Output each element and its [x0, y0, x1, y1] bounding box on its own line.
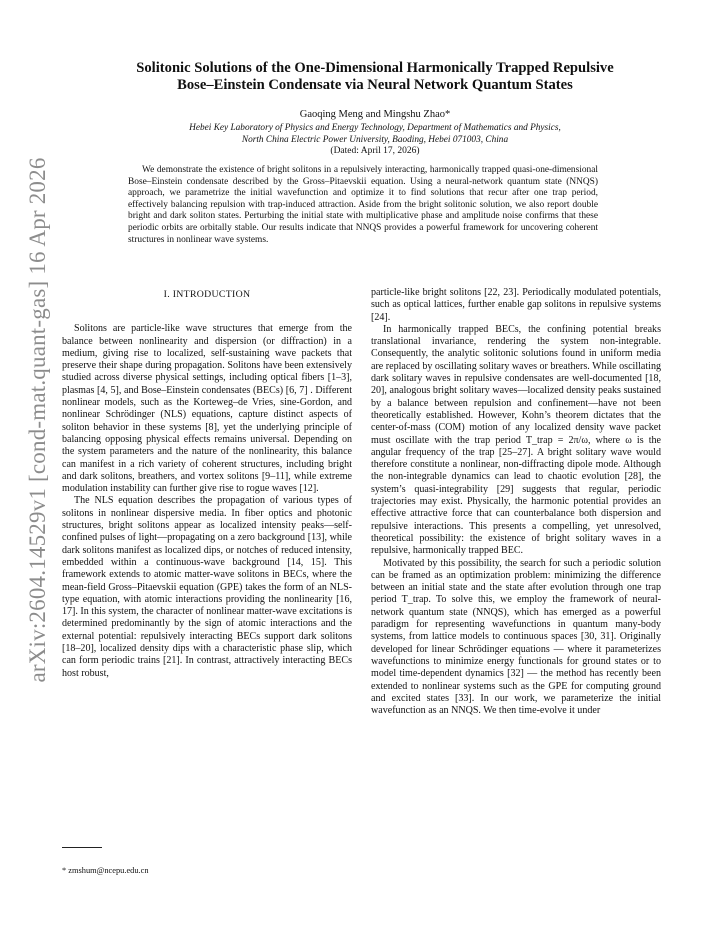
intro-paragraph-1: Solitons are particle-like wave structures that emerge from the balance between nonlinearity and dispersion (or diffraction) in a medium, giving rise to localized, self-sustaining wave packets that preserve their shape during propagation. Solitons have been extensively studied across diverse physical settings, including optical fibers [1–3], plasmas [4, 5], and Bose–Einstein condensates (BECs) [6, 7] . Different nonlinear models, such as the Korteweg–de Vries, sine-Gordon, and nonlinear Schrödinger (NLS) equations, capture distinct aspects of soliton behavior in these systems [8], yet the underlying principle of balancing opposing physical effects remains universal. Depending on the system parameters and the nature of the nonlinearity, this balance can manifest in a rich variety of coherent structures, including bright and dark solitons, breathers, and vortex solitons [9–11], while extreme modulation instability can further give rise to rogue waves [12]. — [62, 323, 352, 495]
footnote-rule — [62, 847, 102, 848]
left-column — [62, 287, 352, 680]
dated-line: (Dated: April 17, 2026) — [330, 146, 420, 156]
intro-paragraph-4: Motivated by this possibility, the search for such a periodic solution can be framed as an optimization problem: minimizing the difference between an initial state and the state after evolution through one trap period T_trap. To solve this, we employ the framework of neural-network quantum state (NNQS), which has emerged as a powerful paradigm for representing wavefunctions in quantum many-body systems, from lattice models to continuous spaces [30, 31]. Originally developed for linear Schrödinger equations — where it parameterizes wavefunctions to minimize energy functionals for ground states or to model time-dependent dynamics [32] — the method has recently been extended to nonlinear systems such as the GPE for computing ground and excited states [33]. In our work, we parameterize the initial wavefunction as an NNQS. We then time-evolve it under — [371, 557, 661, 717]
section-heading-introduction: I. INTRODUCTION — [163, 289, 251, 300]
affiliation — [110, 123, 640, 146]
intro-paragraph-continued: particle-like bright solitons [22, 23]. Periodically modulated potentials, such as optical lattices, further enable gap solitons in repulsive systems [24]. — [371, 287, 661, 323]
abstract: We demonstrate the existence of bright solitons in a repulsively interacting, harmonically trapped quasi-one-dimensional Bose–Einstein condensate described by the Gross–Pitaevskii equation. Using a neural-network quantum state (NNQS) approach, we parametrize the initial wavefunction and optimize it to find solutions that recur after one trap period, effectively balancing repulsion with trap-induced attraction. Aside from the bright solitonic solution, we also report double bright and dark soliton states. Perturbing the initial state with multiplicative phase and amplitude noise confirms that these periodic orbits are orbitally stable. Our results indicate that NNQS provides a powerful framework for uncovering coherent structures in nonlinear wave systems. — [128, 165, 598, 245]
intro-paragraph-2: The NLS equation describes the propagation of various types of solitons in nonlinear dispersive media. In fiber optics and photonic structures, bright solitons appear as localized intensity peaks—self-confined pulses of light—propagating on a zero background [13], while dark solitons manifest as localized dips, or notches of reduced intensity, embedded within a continuous-wave background [14, 15]. This framework extends to atomic matter-wave solitons in BECs, where the mean-field Gross–Pitaevskii equation (GPE) takes the form of an NLS-type equation, with atomic interactions providing the nonlinearity [16, 17]. In this system, the character of nonlinear matter-wave excitations is determined predominantly by the sign of atomic interactions and the external potential: repulsively interacting BECs support dark solitons [18–20], localized density dips with a characteristic phase slip, which can form periodic trains [21]. In contrast, attractively interacting BECs host robust, — [62, 495, 352, 679]
title-line-1: Solitonic Solutions of the One-Dimensional Harmonically Trapped Repulsive — [136, 60, 614, 76]
authors: Gaoqing Meng and Mingshu Zhao* — [299, 109, 451, 120]
affiliation-line-2: North China Electric Power University, Baoding, Hebei 071003, China — [241, 134, 509, 145]
paper-title — [110, 60, 640, 94]
arxiv-identifier: arXiv:2604.14529v1 [cond-mat.quant-gas] 16 Apr 2026 — [25, 157, 50, 683]
footnote-email: * zmshum@ncepu.edu.cn — [62, 866, 149, 875]
intro-paragraph-3: In harmonically trapped BECs, the confining potential breaks translational invariance, rendering the system non-integrable. Consequently, the analytic solitonic solutions found in uniform media are replaced by oscillating solitary waves or breathers. While oscillating dark solitary waves in repulsive condensates are well-documented [18, 20], analogous bright solitary waves—localized density peaks sustained by a balance between repulsion and confinement—have not been theoretically established. However, Kohn’s theorem dictates that the center-of-mass (COM) motion of any localized density wave packet must oscillate with the trap period T_trap = 2π/ω, where ω is the angular frequency of the trap [25–27]. A bright solitary wave would therefore constitute a nonlinear, non-diffracting dipole mode. Although the non-integrable dynamics can lead to chaotic evolution [28], the system’s quasi-integrability [29] suggests that regular, periodic trajectories may exist. Physically, the harmonic potential provides an effective attractive force that can counterbalance both dispersion and repulsive interactions. This presents a compelling, yet unresolved, theoretical possibility: the existence of bright solitary waves in a repulsive, harmonically trapped BEC. — [371, 323, 661, 557]
arxiv-sidebar-stamp — [18, 0, 58, 932]
affiliation-line-1: Hebei Key Laboratory of Physics and Energy Technology, Department of Mathematics and Physics, — [189, 123, 561, 133]
title-line-2: Bose–Einstein Condensate via Neural Network Quantum States — [177, 77, 573, 93]
right-column — [371, 287, 661, 717]
